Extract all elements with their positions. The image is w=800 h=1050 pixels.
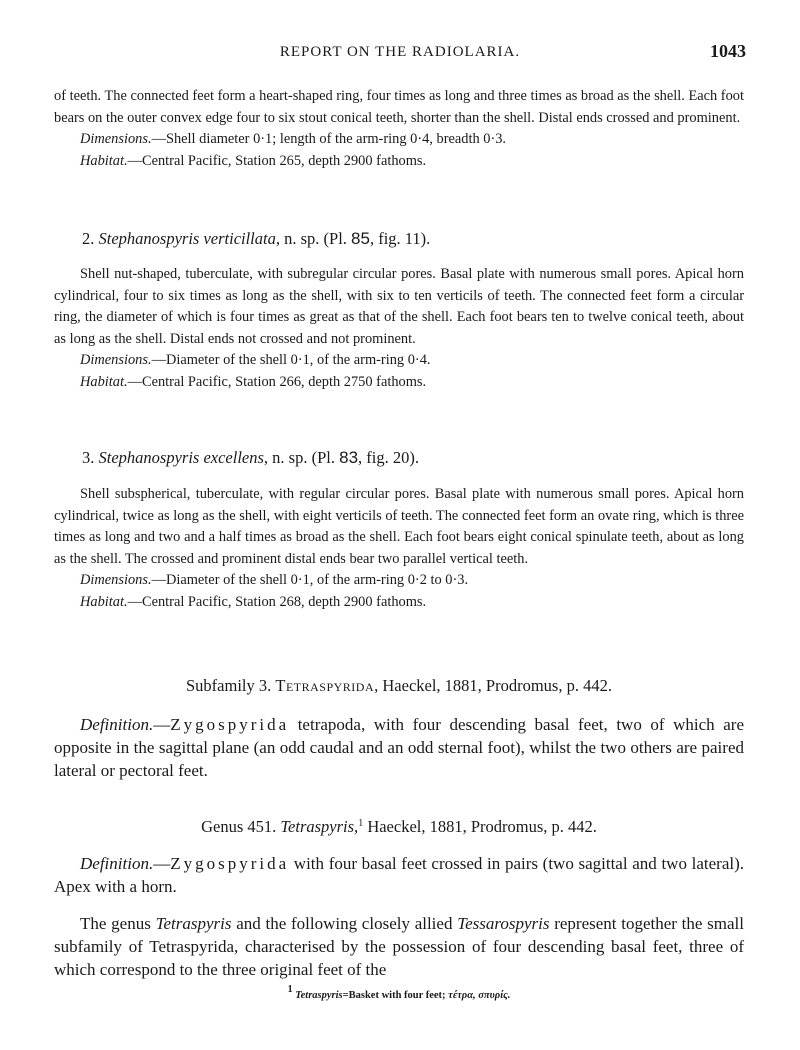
dimensions-line [54,570,744,592]
species-2-heading [54,229,744,249]
species-2-suffix: , n. sp. (Pl. [275,229,352,248]
dimensions-text: —Diameter of the shell 0·1, of the arm-ring 0·2 to 0·3. [151,572,469,588]
footnote-marker: 1 [358,818,364,829]
habitat-text: —Central Pacific, Station 265, depth 2900 fathoms. [127,152,427,169]
footnote [54,984,744,1001]
definition-text: with four basal feet crossed in pairs (two sagittal and two lateral). Apex with a horn. [54,854,744,896]
dimensions-line [54,129,744,151]
definition-term: Zygospyrida [170,854,290,873]
subfamily-prefix: Subfamily 3. [186,676,276,695]
dimensions-text: —Diameter of the shell 0·1, of the arm-ring 0·4. [151,352,431,368]
definition-dash: — [153,715,171,734]
species-3-block [54,484,744,613]
body-paragraph [54,912,744,981]
subfamily-definition [54,713,744,782]
definition-label: Definition. [80,854,154,873]
subfamily-suffix: , Haeckel, 1881, Prodromus, p. 442. [374,676,612,695]
footnote-text: =Basket with four feet; [342,990,449,1001]
species-3-description: Shell subspherical, tuberculate, with regular circular pores. Basal plate with numerous small pores. Apical horn cylindrical, twice as long as the shell, with eight verticils of teeth. The connected feet form an ovate ring, which is three times as long and two and a half times as broad as the shell. Each foot bears eight conical spinulate teeth, about as long as the shell. The crossed and prominent distal ends bear two parallel vertical teeth. [54,486,744,567]
genus-suffix: Haeckel, 1881, Prodromus, p. 442. [363,817,597,836]
species-3-heading [54,448,744,468]
page-header [54,41,746,68]
continuation-paragraph: of teeth. The connected feet form a heart-shaped ring, four times as long and three times as broad as the shell. Each foot bears on the outer convex edge four to six stout conical teeth, shorter than the shell. Distal ends crossed and prominent. [54,88,744,126]
species-3-fig: , fig. 20). [358,448,419,467]
habitat-text: —Central Pacific, Station 266, depth 2750 fathoms. [127,373,427,390]
body-text: and the following closely allied [231,914,458,933]
page-number: 1043 [710,41,746,61]
habitat-text: —Central Pacific, Station 268, depth 2900 fathoms. [127,593,427,610]
habitat-label: Habitat. [80,152,128,169]
genus-ref-tetraspyris: Tetraspyris [155,914,232,933]
subfamily-name: Tetraspyrida [275,676,375,695]
dimensions-line [54,350,744,372]
species-2-description: Shell nut-shaped, tuberculate, with subregular circular pores. Basal plate with numerous small pores. Apical horn cylindrical, four to six times as long as the shell, with six to ten verticils of teeth. The connected feet form a circular ring, the diameter of which is four times as great as that of the shell. Each foot bears ten to twelve conical teeth, about as long as the shell. Distal ends not crossed and not prominent. [54,266,744,347]
footnote-term: Tetraspyris [295,990,343,1001]
genus-prefix: Genus 451. [201,817,281,836]
habitat-line [54,151,744,173]
subfamily-heading [54,676,744,696]
species-3-suffix: , n. sp. (Pl. [263,448,340,467]
definition-label: Definition. [80,715,154,734]
genus-definition [54,852,744,898]
genus-heading [54,817,744,837]
species-2-fig: , fig. 11). [369,229,431,248]
species-2-plate: 85 [351,229,370,248]
genus-ref-tessarospyris: Tessarospyris [457,914,550,933]
species-2-name: Stephanospyris verticillata [98,229,276,248]
species-2-block [54,264,744,393]
species-2-number: 2. [82,229,95,248]
species-3-plate: 83 [339,448,359,467]
species-3-number: 3. [82,448,95,467]
body-text: represent together the small subfamily of Tetraspyrida, characterised by the possession of four descending basal feet, three of which correspond to the three original feet of the [54,914,744,979]
running-title: REPORT ON THE RADIOLARIA. [279,44,521,60]
species-3-name: Stephanospyris excellens [98,448,264,467]
dimensions-text: —Shell diameter 0·1; length of the arm-ring 0·4, breadth 0·3. [151,131,507,147]
footnote-greek: τέτρα, σπυρίς. [448,990,511,1001]
habitat-label: Habitat. [80,593,128,610]
dimensions-label: Dimensions. [80,131,152,147]
habitat-line [54,372,744,394]
definition-text: tetrapoda, with four descending basal feet, two of which are opposite in the sagittal plane (an odd caudal and an odd sternal foot), whilst the two others are paired lateral or pectoral feet. [54,715,744,780]
genus-name: Tetraspyris, [280,817,359,836]
habitat-line [54,592,744,614]
habitat-label: Habitat. [80,373,128,390]
dimensions-label: Dimensions. [80,572,152,588]
continuation-block [54,86,744,172]
footnote-number: 1 [287,984,293,995]
body-text: The genus [80,914,156,933]
definition-term: Zygospyrida [170,715,290,734]
dimensions-label: Dimensions. [80,352,152,368]
definition-dash: — [153,854,171,873]
